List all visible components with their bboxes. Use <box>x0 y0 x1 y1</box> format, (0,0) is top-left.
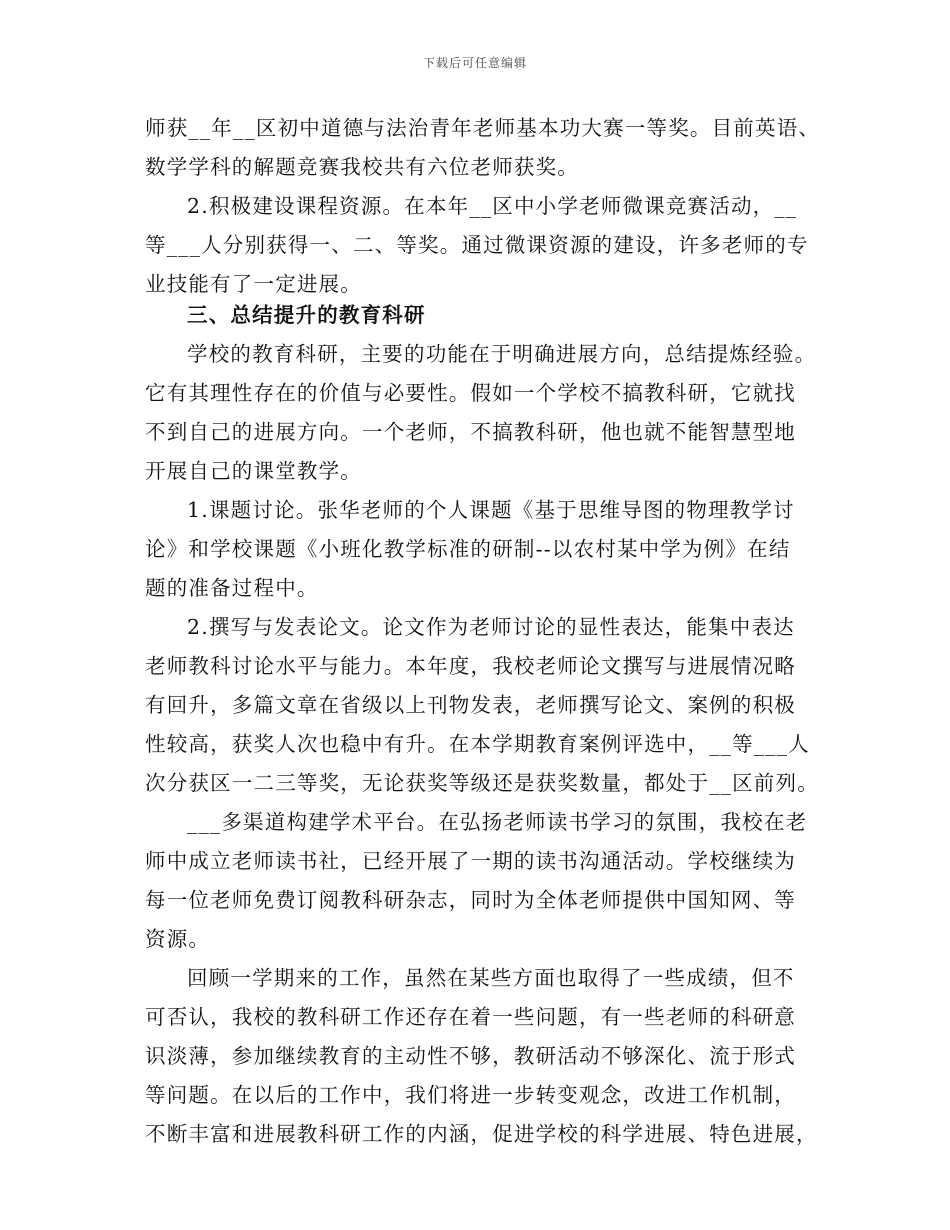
paragraph-line: 学校的教育科研，主要的功能在于明确进展方向，总结提炼经验。 <box>187 342 817 366</box>
paragraph-line: 等问题。在以后的工作中，我们将进一步转变观念，改进工作机制， <box>145 1083 796 1107</box>
paragraph-line: 不到自己的进展方向。一个老师，不搞教科研，他也就不能智慧型地 <box>145 420 796 444</box>
paragraph-line: 开展自己的课堂教学。 <box>145 459 362 483</box>
paragraph-line: 1.课题讨论。张华老师的个人课题《基于思维导图的物理教学讨 <box>187 498 795 522</box>
paragraph-line: 识淡薄，参加继续教育的主动性不够，教研活动不够深化、流于形式 <box>145 1044 796 1068</box>
paragraph-line: 数学学科的解题竞赛我校共有六位老师获奖。 <box>145 155 579 179</box>
header-note: 下载后可任意编辑 <box>422 56 527 70</box>
paragraph-line: 师获__年__区初中道德与法治青年老师基本功大赛一等奖。目前英语、 <box>145 116 821 140</box>
paragraph-line: 回顾一学期来的工作，虽然在某些方面也取得了一些成绩，但不 <box>187 966 795 990</box>
paragraph-line: 老师教科讨论水平与能力。本年度，我校老师论文撰写与进展情况略 <box>145 654 796 678</box>
paragraph-line: 2.撰写与发表论文。论文作为老师讨论的显性表达，能集中表达 <box>187 615 795 639</box>
paragraph-line: 题的准备过程中。 <box>145 576 319 600</box>
paragraph-line: 不断丰富和进展教科研工作的内涵，促进学校的科学进展、特色进展， <box>145 1122 818 1146</box>
paragraph-line: 2.积极建设课程资源。在本年__区中小学老师微课竞赛活动，__ <box>187 194 798 218</box>
paragraph-line: 它有其理性存在的价值与必要性。假如一个学校不搞教科研，它就找 <box>145 381 796 405</box>
paragraph-line: 有回升，多篇文章在省级以上刊物发表，老师撰写论文、案例的积极 <box>145 693 796 717</box>
paragraph-line: 等___人分别获得一、二、等奖。通过微课资源的建设，许多老师的专 <box>145 233 809 257</box>
paragraph-line: 每一位老师免费订阅教科研杂志，同时为全体老师提供中国知网、等 <box>145 888 796 912</box>
paragraph-line: 论》和学校课题《小班化教学标准的研制--以农村某中学为例》在结 <box>145 537 791 561</box>
section-heading: 三、总结提升的教育科研 <box>187 303 426 327</box>
paragraph-line: 业技能有了一定进展。 <box>145 272 362 296</box>
paragraph-line: 可否认，我校的教科研工作还存在着一些问题，有一些老师的科研意 <box>145 1005 796 1029</box>
paragraph-line: 性较高，获奖人次也稳中有升。在本学期教育案例评选中，__等___人 <box>145 732 810 756</box>
paragraph-line: ___多渠道构建学术平台。在弘扬老师读书学习的氛围，我校在老 <box>187 810 808 834</box>
paragraph-line: 次分获区一二三等奖，无论获奖等级还是获奖数量，都处于__区前列。 <box>145 771 819 795</box>
paragraph-line: 资源。 <box>145 927 211 951</box>
paragraph-line: 师中成立老师读书社，已经开展了一期的读书沟通活动。学校继续为 <box>145 849 796 873</box>
